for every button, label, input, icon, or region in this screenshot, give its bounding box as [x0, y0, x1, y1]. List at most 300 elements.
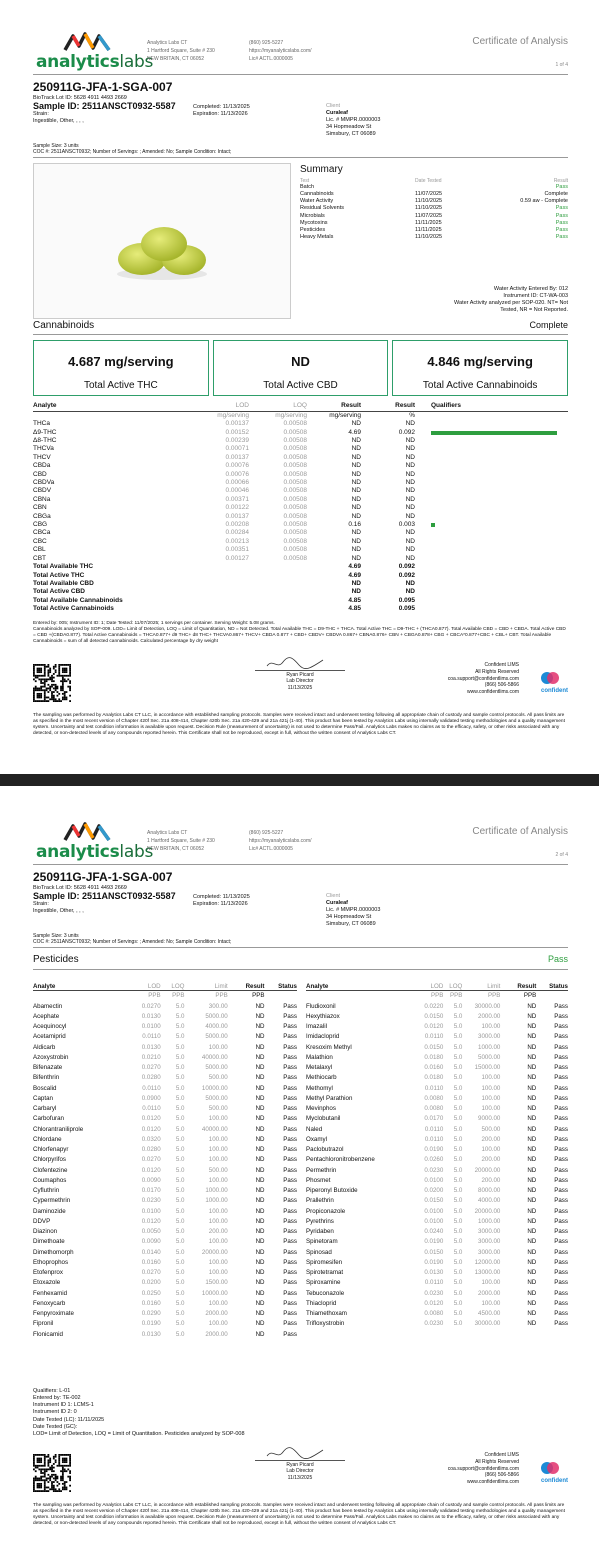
loq: 0.00508 — [283, 529, 307, 537]
status: Pass — [283, 1207, 297, 1215]
confident-brand: confident — [541, 1478, 568, 1484]
lod: 0.00137 — [225, 453, 249, 461]
result: ND — [255, 1269, 265, 1277]
status: Pass — [283, 1228, 297, 1236]
status: Pass — [554, 1156, 568, 1164]
summary-result: 0.59 aw - Complete — [520, 198, 568, 205]
lod: 0.0110 — [142, 1033, 161, 1041]
analyte: Pyridaben — [306, 1228, 334, 1236]
limit: 300.00 — [208, 1002, 228, 1010]
table-row — [33, 1289, 297, 1299]
result: ND — [527, 1228, 537, 1236]
status: Pass — [283, 1197, 297, 1205]
lod: 0.0160 — [141, 1299, 161, 1307]
result-mg: ND — [351, 445, 361, 453]
product-photo — [33, 163, 291, 319]
result-pct: ND — [405, 453, 415, 461]
analyte: CBDa — [33, 462, 51, 470]
lod: 0.00066 — [225, 479, 249, 487]
loq: 5.0 — [175, 1228, 185, 1236]
limit: 200.00 — [481, 1176, 501, 1184]
result: ND — [527, 1094, 537, 1102]
lod: 0.0320 — [141, 1135, 161, 1143]
lod: 0.0150 — [424, 1043, 444, 1051]
table-row — [306, 1237, 568, 1247]
lod: 0.0240 — [424, 1228, 444, 1236]
table-row — [33, 1094, 297, 1104]
analyte: CBNa — [33, 495, 51, 503]
summary-test: Batch — [300, 184, 315, 190]
page-title: Certificate of Analysis — [472, 36, 568, 47]
page-title: Certificate of Analysis — [472, 826, 568, 837]
pesticide-qualifiers: Qualifiers: L-01 Entered by: TE-002 Instrument ID 1: LCMS-1 Instrument ID 2: 0 Date Tested (LC): 11/11/2025 Date Tested (GC): LOD= Limit of Detection, LOQ = Limit of Quantitation. Pesticides analyzed by SOP-008 — [33, 1388, 245, 1437]
analyte: Carbofuran — [33, 1115, 64, 1123]
analytics-labs-logo — [33, 30, 153, 72]
loq: 5.0 — [175, 1279, 185, 1287]
batch-id: 250911G-JFA-1-SGA-007 — [33, 80, 173, 94]
loq: 5.0 — [453, 1320, 463, 1328]
qualifier-bar-cell — [415, 454, 568, 462]
unit-cell — [265, 991, 298, 1002]
unit-cell — [33, 411, 153, 420]
loq: 5.0 — [175, 1310, 185, 1318]
status: Pass — [283, 1053, 297, 1061]
analyte: Cyfluthrin — [33, 1187, 60, 1195]
table-row — [33, 1186, 297, 1196]
lod: 0.00239 — [225, 437, 249, 445]
limit: 5000.00 — [205, 1033, 228, 1041]
table-row — [306, 1268, 568, 1278]
status: Pass — [554, 1217, 568, 1225]
result: ND — [255, 1248, 265, 1256]
analyte: Acetamiprid — [33, 1033, 66, 1041]
limit: 100.00 — [208, 1238, 228, 1246]
limit: 4000.00 — [478, 1197, 501, 1205]
status: Pass — [283, 1330, 297, 1338]
status: Pass — [283, 1012, 297, 1020]
analyte: Azoxystrobin — [33, 1053, 69, 1061]
loq: 5.0 — [453, 1217, 463, 1225]
table-row — [33, 521, 568, 529]
units-row — [306, 991, 568, 1002]
loq: 5.0 — [453, 1166, 463, 1174]
analyte: Malathion — [306, 1053, 333, 1061]
loq: 0.00508 — [283, 479, 307, 487]
pesticides-status: Pass — [547, 954, 568, 964]
loq: 5.0 — [453, 1310, 463, 1318]
loq: 5.0 — [175, 1156, 185, 1164]
summary-row — [300, 191, 568, 198]
result-mg: ND — [351, 453, 361, 461]
result: ND — [527, 1176, 537, 1184]
lod: 0.00127 — [225, 554, 249, 562]
total-pct: ND — [405, 588, 415, 596]
result: ND — [527, 1135, 537, 1143]
lod: 0.0200 — [141, 1279, 161, 1287]
loq: 5.0 — [175, 1012, 185, 1020]
lod: 0.0080 — [424, 1105, 444, 1113]
summary-row — [300, 184, 568, 191]
analyte: Spirotetramat — [306, 1269, 344, 1277]
table-row — [33, 1032, 297, 1042]
result-mg: ND — [351, 487, 361, 495]
limit: 100.00 — [208, 1207, 228, 1215]
total-mg: ND — [351, 588, 361, 596]
analyte: Dimethomorph — [33, 1248, 74, 1256]
result: ND — [527, 1320, 537, 1328]
status: Pass — [554, 1320, 568, 1328]
strain-info: Strain: Ingestible, Other, , , , — [33, 901, 84, 914]
loq: 5.0 — [175, 1074, 185, 1082]
total-box-cannabinoids: 4.846 mg/serving Total Active Cannabinoids — [392, 340, 568, 396]
result-mg: ND — [351, 512, 361, 520]
loq: 5.0 — [175, 1146, 185, 1154]
analyte: Hexythiazox — [306, 1012, 340, 1020]
analyte: Fenoxycarb — [33, 1299, 66, 1307]
total-label: Total Active Cannabinoids — [33, 605, 114, 613]
total-mg: 4.69 — [348, 563, 361, 571]
lod: 0.0170 — [141, 1187, 161, 1195]
limit: 100.00 — [208, 1176, 228, 1184]
status: Pass — [554, 1033, 568, 1041]
loq: 5.0 — [453, 1156, 463, 1164]
status: Pass — [554, 1146, 568, 1154]
result-mg: ND — [351, 529, 361, 537]
lod: 0.0100 — [424, 1207, 444, 1215]
lab-contact: (860) 925-5227 https://myanalyticslabs.com/ Lic# ACTL.0000005 — [249, 830, 312, 852]
analyte: CBL — [33, 546, 46, 554]
analyte: Oxamyl — [306, 1135, 327, 1143]
status: Pass — [554, 1289, 568, 1297]
summary-result: Pass — [555, 212, 568, 219]
analyte: Aldicarb — [33, 1043, 56, 1051]
status: Pass — [554, 1197, 568, 1205]
result: ND — [255, 1310, 265, 1318]
unit-cell: PPB — [487, 992, 501, 1000]
status: Pass — [554, 1105, 568, 1113]
blank — [249, 563, 307, 571]
result: ND — [527, 1248, 537, 1256]
confident-lims-info: Confident LIMS All Rights Reserved coa.support@confidentlims.com (866) 506-5866 www.confidentlims.com — [447, 662, 519, 695]
analyte: THCV — [33, 453, 51, 461]
limit: 100.00 — [481, 1146, 501, 1154]
lod: 0.0190 — [424, 1258, 444, 1266]
table-row — [33, 1227, 297, 1237]
status: Pass — [283, 1279, 297, 1287]
analyte: Fludioxonil — [306, 1002, 336, 1010]
result: ND — [527, 1217, 537, 1225]
loq: 5.0 — [453, 1064, 463, 1072]
loq: 5.0 — [175, 1299, 185, 1307]
loq: 0.00508 — [283, 546, 307, 554]
lod: 0.0130 — [141, 1012, 161, 1020]
analyte: Etoxazole — [33, 1279, 61, 1287]
loq: 0.00508 — [283, 487, 307, 495]
summary-panel — [300, 164, 568, 241]
loq: 5.0 — [453, 1002, 463, 1010]
table-row — [306, 1053, 568, 1063]
table-row — [306, 1032, 568, 1042]
table-row — [33, 1309, 297, 1319]
lod: 0.0120 — [141, 1217, 161, 1225]
table-row — [306, 1145, 568, 1155]
loq: 5.0 — [453, 1115, 463, 1123]
summary-date: 11/07/2025 — [415, 212, 443, 219]
total-mg: ND — [351, 579, 361, 587]
table-row — [33, 1196, 297, 1206]
analyte: Acequinocyl — [33, 1023, 67, 1031]
status: Pass — [283, 1135, 297, 1143]
limit: 8000.00 — [478, 1187, 501, 1195]
lod: 0.0160 — [424, 1064, 444, 1072]
table-row — [33, 1084, 297, 1094]
table-row — [306, 1063, 568, 1073]
result: ND — [255, 1197, 265, 1205]
analyte: Pentachloronitrobenzene — [306, 1156, 375, 1164]
summary-result: Pass — [555, 233, 568, 240]
table-row — [306, 1278, 568, 1288]
analyte: Mevinphos — [306, 1105, 336, 1113]
limit: 100.00 — [208, 1217, 228, 1225]
pesticides-title: Pesticides — [33, 954, 79, 965]
loq: 0.00508 — [283, 537, 307, 545]
unit-cell: PPB — [148, 992, 161, 1000]
analyte: Prallethrin — [306, 1197, 334, 1205]
analyte: Piperonyl Butoxide — [306, 1187, 358, 1195]
table-row — [33, 538, 568, 546]
result: ND — [255, 1228, 265, 1236]
table-row — [306, 1166, 568, 1176]
blank — [153, 572, 249, 580]
result: ND — [527, 1105, 537, 1113]
table-row — [33, 429, 568, 437]
total-row — [33, 605, 568, 613]
result: ND — [255, 1156, 265, 1164]
limit: 10000.00 — [201, 1084, 228, 1092]
analyte: THCVa — [33, 445, 54, 453]
blank — [415, 572, 568, 580]
dates: Completed: 11/13/2025 Expiration: 11/13/2026 — [193, 104, 250, 118]
analyte: Spinosad — [306, 1248, 332, 1256]
table-row — [33, 1043, 297, 1053]
table-row — [33, 1155, 297, 1165]
lod: 0.0190 — [424, 1146, 444, 1154]
table-row — [33, 496, 568, 504]
table-row — [33, 1053, 297, 1063]
total-label: Total Available THC — [33, 563, 94, 571]
limit: 30000.00 — [474, 1002, 501, 1010]
total-box-cbd: ND Total Active CBD — [213, 340, 389, 396]
status: Pass — [283, 1299, 297, 1307]
table-row — [33, 1248, 297, 1258]
table-row — [306, 1258, 568, 1268]
analyte: Chlordane — [33, 1135, 62, 1143]
table-row — [33, 1012, 297, 1022]
loq: 5.0 — [453, 1053, 463, 1061]
unit-cell: PPB — [430, 992, 444, 1000]
status: Pass — [283, 1269, 297, 1277]
table-row — [33, 1278, 297, 1288]
table-row — [306, 1135, 568, 1145]
lod: 0.00137 — [225, 512, 249, 520]
table-row — [306, 1248, 568, 1258]
qualifier-bar-cell — [415, 429, 568, 437]
lod: 0.00137 — [225, 420, 249, 428]
lod: 0.0210 — [141, 1053, 161, 1061]
qualifier-bar-cell — [415, 538, 568, 546]
analyte: Methyl Parathion — [306, 1094, 353, 1102]
lod: 0.0100 — [141, 1023, 161, 1031]
analyte: Myclobutanil — [306, 1115, 341, 1123]
result-mg: ND — [351, 479, 361, 487]
loq: 5.0 — [453, 1238, 463, 1246]
summary-row — [300, 198, 568, 205]
lod: 0.0100 — [424, 1176, 444, 1184]
total-label: Total Available Cannabinoids — [33, 596, 123, 604]
lod: 0.0110 — [424, 1084, 444, 1092]
status: Pass — [554, 1310, 568, 1318]
divider — [33, 947, 568, 948]
signature-block: Ryan Picard Lab Director 11/13/2025 — [255, 1460, 345, 1481]
cannabinoids-status: Complete — [529, 320, 568, 330]
table-row — [306, 1125, 568, 1135]
status: Pass — [554, 1064, 568, 1072]
analyte: Methomyl — [306, 1084, 333, 1092]
table-row — [33, 1176, 297, 1186]
unit-cell: mg/serving — [329, 411, 361, 419]
status: Pass — [554, 1187, 568, 1195]
result: ND — [527, 1187, 537, 1195]
loq: 5.0 — [175, 1176, 185, 1184]
table-row — [33, 1319, 297, 1329]
result: ND — [255, 1043, 265, 1051]
total-pct: 0.092 — [398, 563, 415, 571]
loq: 0.00508 — [283, 495, 307, 503]
disclaimer: The sampling was performed by Analytics Labs CT LLC, in accordance with established sampling protocols. Samples were received intact and underwent testing following all appropriate chain of custody and sample control protocols. All pass limits are as specified in the most recent version of Chapter 420f Sec. 21a 408-414, Chapter 420b Sec. 21a 420-429 and 21a 421j (1-40). This product has been tested by Analytics Labs using internally validated testing methodologies and a quality management system. Uncertainty and test condition information is available upon request. Decision Rule (measurement of uncertainty) is not used to determine Pass/Fail. Analytics Labs makes no claims as to the efficacy, safety, or other risks associated with any detected, or non-detected levels of any compounds reported herein. This Certificate shall not be reproduced, except in full, without the written consent of Analytics Labs CT. — [33, 1503, 565, 1526]
table-row — [33, 1002, 297, 1012]
status: Pass — [554, 1176, 568, 1184]
unit-cell: PPB — [215, 992, 228, 1000]
analyte: Naled — [306, 1125, 323, 1133]
loq: 5.0 — [453, 1197, 463, 1205]
table-row — [306, 1022, 568, 1032]
page-number: 1 of 4 — [555, 62, 568, 68]
table-row — [306, 1217, 568, 1227]
biotrack-lot: BioTrack Lot ID: 5628 4911 4493 2669 — [33, 95, 127, 101]
loq: 0.00508 — [283, 512, 307, 520]
table-row — [33, 1166, 297, 1176]
biotrack-lot: BioTrack Lot ID: 5628 4911 4493 2669 — [33, 885, 127, 891]
lod: 0.0080 — [424, 1310, 444, 1318]
logo-mark-icon — [63, 30, 111, 52]
page-number: 2 of 4 — [555, 852, 568, 858]
result-pct: ND — [405, 512, 415, 520]
limit: 200.00 — [481, 1156, 501, 1164]
status: Pass — [283, 1084, 297, 1092]
lod: 0.0090 — [141, 1176, 161, 1184]
loq: 5.0 — [175, 1023, 185, 1031]
lod: 0.0180 — [424, 1074, 444, 1082]
total-row — [33, 588, 568, 596]
sample-id: Sample ID: 2511ANSCT0932-5587 — [33, 891, 176, 901]
limit: 40000.00 — [201, 1125, 228, 1133]
lab-address: Analytics Labs CT 1 Hartford Square, Suite # 230 NEW BRITAIN, CT 06052 — [147, 830, 215, 852]
sample-size: Sample Size: 3 units COC #: 2511ANSCT0932; Number of Servings: ; Amended: No; Sample Condition: Intact; — [33, 933, 232, 946]
analyte: DDVP — [33, 1217, 51, 1225]
loq: 5.0 — [453, 1289, 463, 1297]
summary-result: Pass — [555, 219, 568, 226]
loq: 5.0 — [175, 1084, 185, 1092]
status: Pass — [554, 1023, 568, 1031]
status: Pass — [554, 1002, 568, 1010]
disclaimer: The sampling was performed by Analytics Labs CT LLC, in accordance with established sampling protocols. Samples were received intact and underwent testing following all appropriate chain of custody and sample control protocols. All pass limits are as specified in the most recent version of Chapter 420f Sec. 21a 408-414, Chapter 420b Sec. 21a 420-429 and 21a 421j (1-40). This product has been tested by Analytics Labs using internally validated testing methodologies and a quality management system. Uncertainty and test condition information is available upon request. Decision Rule (measurement of uncertainty) is not used to determine Pass/Fail. Analytics Labs makes no claims as to the efficacy, safety, or other risks associated with any detected, or non-detected levels of any compounds reported herein. This Certificate shall not be reproduced, except in full, without the written consent of Analytics Labs CT. — [33, 713, 565, 736]
table-row — [33, 1104, 297, 1114]
result-mg: ND — [351, 537, 361, 545]
limit: 100.00 — [208, 1258, 228, 1266]
lod: 0.00213 — [225, 537, 249, 545]
limit: 12000.00 — [474, 1258, 501, 1266]
result: ND — [527, 1002, 537, 1010]
status: Pass — [283, 1033, 297, 1041]
result-mg: ND — [351, 470, 361, 478]
summary-date: 11/07/2025 — [415, 191, 443, 198]
lod: 0.0270 — [141, 1064, 161, 1072]
result: ND — [255, 1053, 265, 1061]
lod: 0.00046 — [225, 487, 249, 495]
analyte: Spiroxamine — [306, 1279, 341, 1287]
analyte: Chlorantraniliprole — [33, 1125, 84, 1133]
divider — [33, 74, 568, 75]
status: Pass — [554, 1084, 568, 1092]
lod: 0.0130 — [141, 1043, 161, 1051]
result: ND — [527, 1012, 537, 1020]
loq: 5.0 — [453, 1012, 463, 1020]
result: ND — [527, 1299, 537, 1307]
lod: 0.0290 — [141, 1310, 161, 1318]
loq: 5.0 — [175, 1197, 185, 1205]
table-row — [33, 487, 568, 495]
qualifier-bar-cell — [415, 479, 568, 487]
summary-row — [300, 234, 568, 241]
pesticides-table-right: Analyte LOD LOQ Limit Result Status PPB PPB PPB PPB Fludioxonil 0.0220 5.0 30000.00 ND Pass Hexythiazox 0.0150 5.0 2000.00 ND Pass Imazalil 0.0120 5.0 100.00 ND Pass Imidacloprid 0.0110 5.0 3000.00 ND Pass Kresoxim Methyl 0.0150 5.0 1000.00 ND Pass Malathion 0.0180 5.0 5000.00 ND Pass Metalaxyl 0.0160 5.0 15000.00 ND Pass Methiocarb 0.0180 5.0 100.00 ND Pass Methomyl 0.0110 5.0 100.00 ND Pass Methyl Parathion 0.0080 5.0 100.00 ND Pass Mevinphos 0.0080 5.0 100.00 ND Pass Myclobutanil 0.0170 5.0 9000.00 ND Pass Naled 0.0110 5.0 500.00 ND Pass Oxamyl 0.0110 5.0 200.00 ND Pass Paclobutrazol 0.0190 5.0 100.00 ND Pass Pentachloronitrobenzene 0.0260 5.0 200.00 ND Pass Permethrin 0.0230 5.0 20000.00 ND Pass Phosmet 0.0100 5.0 200.00 ND Pass Piperonyl Butoxide 0.0200 5.0 8000.00 ND Pass Prallethrin 0.0150 5.0 4000.00 ND Pass Propiconazole 0.0100 5.0 20000.00 ND Pass Pyrethrins 0.0100 5.0 1000.00 ND Pass Pyridaben 0.0240 5.0 3000.00 ND Pass Spinetoram 0.0190 5.0 3000.00 ND Pass Spinosad 0.0150 5.0 3000.00 ND Pass Spiromesifen 0.0190 5.0 12000.00 ND Pass Spirotetramat 0.0130 5.0 13000.00 ND Pass Spiroxamine 0.0110 5.0 100.00 ND Pass Tebuconazole 0.0230 5.0 2000.00 ND Pass Thiacloprid 0.0120 5.0 100.00 ND Pass Thiamethoxam 0.0080 5.0 4500.00 ND Pass Trifloxystrobin 0.0230 5.0 30000.00 ND Pass — [306, 983, 568, 1330]
loq: 5.0 — [453, 1125, 463, 1133]
analyte: Chlorfenapyr — [33, 1146, 69, 1154]
lod: 0.0150 — [424, 1012, 444, 1020]
lod: 0.0100 — [141, 1207, 161, 1215]
table-row — [306, 1309, 568, 1319]
loq: 0.00508 — [283, 504, 307, 512]
table-row — [33, 1207, 297, 1217]
result: ND — [527, 1053, 537, 1061]
units-row — [33, 411, 568, 420]
result: ND — [527, 1023, 537, 1031]
qualifier-bar-cell — [415, 513, 568, 521]
blank — [249, 597, 307, 605]
lod: 0.0120 — [141, 1115, 161, 1123]
status: Pass — [283, 1156, 297, 1164]
loq: 5.0 — [453, 1135, 463, 1143]
unit-cell: mg/serving — [217, 411, 249, 419]
total-row — [33, 597, 568, 605]
lod: 0.0230 — [141, 1197, 161, 1205]
unit-cell: PPB — [252, 992, 265, 1000]
summary-test: Water Activity — [300, 198, 334, 205]
analyte: Imazalil — [306, 1023, 327, 1031]
result-pct: ND — [405, 554, 415, 562]
analyte: Propiconazole — [306, 1207, 346, 1215]
result: ND — [255, 1299, 265, 1307]
analyte: THCa — [33, 420, 50, 428]
